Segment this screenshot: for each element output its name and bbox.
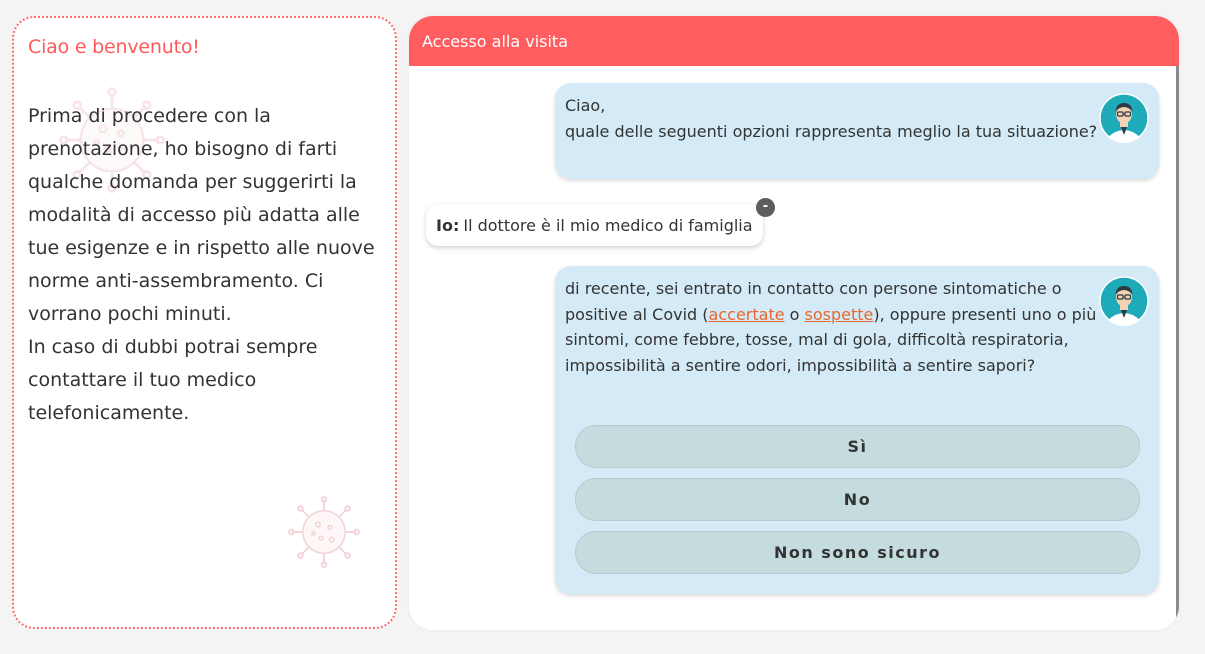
bot-message-text [565,276,1110,378]
question-text-part1: di recente, sei entrato in contatto con persone sintomatiche o positive al Covid ( [565,279,1062,324]
chat-header-title: Accesso alla visita [422,31,569,51]
bot-message-text: Ciao, quale delle seguenti opzioni rappresenta meglio la tua situazione? [565,96,1098,141]
answer-prefix: Io: [436,215,460,235]
user-answer [426,204,763,246]
chat-scrollbar[interactable] [1176,66,1179,630]
sospette-link[interactable]: sospette [804,304,874,324]
question-text-middle: o [784,304,805,324]
accertate-link[interactable]: accertate [708,304,785,324]
chat-panel [409,16,1179,630]
option-si-button[interactable]: Sì [575,425,1140,468]
option-non-sono-sicuro-button[interactable]: Non sono sicuro [575,531,1140,574]
bot-message [555,83,1159,179]
doctor-avatar-icon [1099,276,1149,326]
question-text-part2: ), oppure presenti uno o più sintomi, come febbre, tosse, mal di gola, difficoltà respiratoria, impossibilità a sentire odori, impossibilità a sentire sapori? [565,304,1097,375]
doctor-avatar-icon [1099,93,1149,143]
option-no-button[interactable]: No [575,478,1140,521]
welcome-intro: Prima di procedere con la prenotazione, ho bisogno di farti qualche domanda per suggerirti la modalità di accesso più adatta alle tue esigenze e in rispetto alle nuove norme anti-assembramento. Ci vorrano pochi minuti. In caso di dubbi potrai sempre contattare il tuo medico telefonicamente. [28,105,375,424]
welcome-card [12,16,397,629]
answer-text: Il dottore è il mio medico di famiglia [463,215,753,235]
chat-header [409,16,1179,66]
bot-message [555,266,1159,594]
virus-icon [286,494,362,570]
remove-answer-button[interactable]: - [756,198,775,217]
welcome-title: Ciao e benvenuto! [28,36,200,58]
